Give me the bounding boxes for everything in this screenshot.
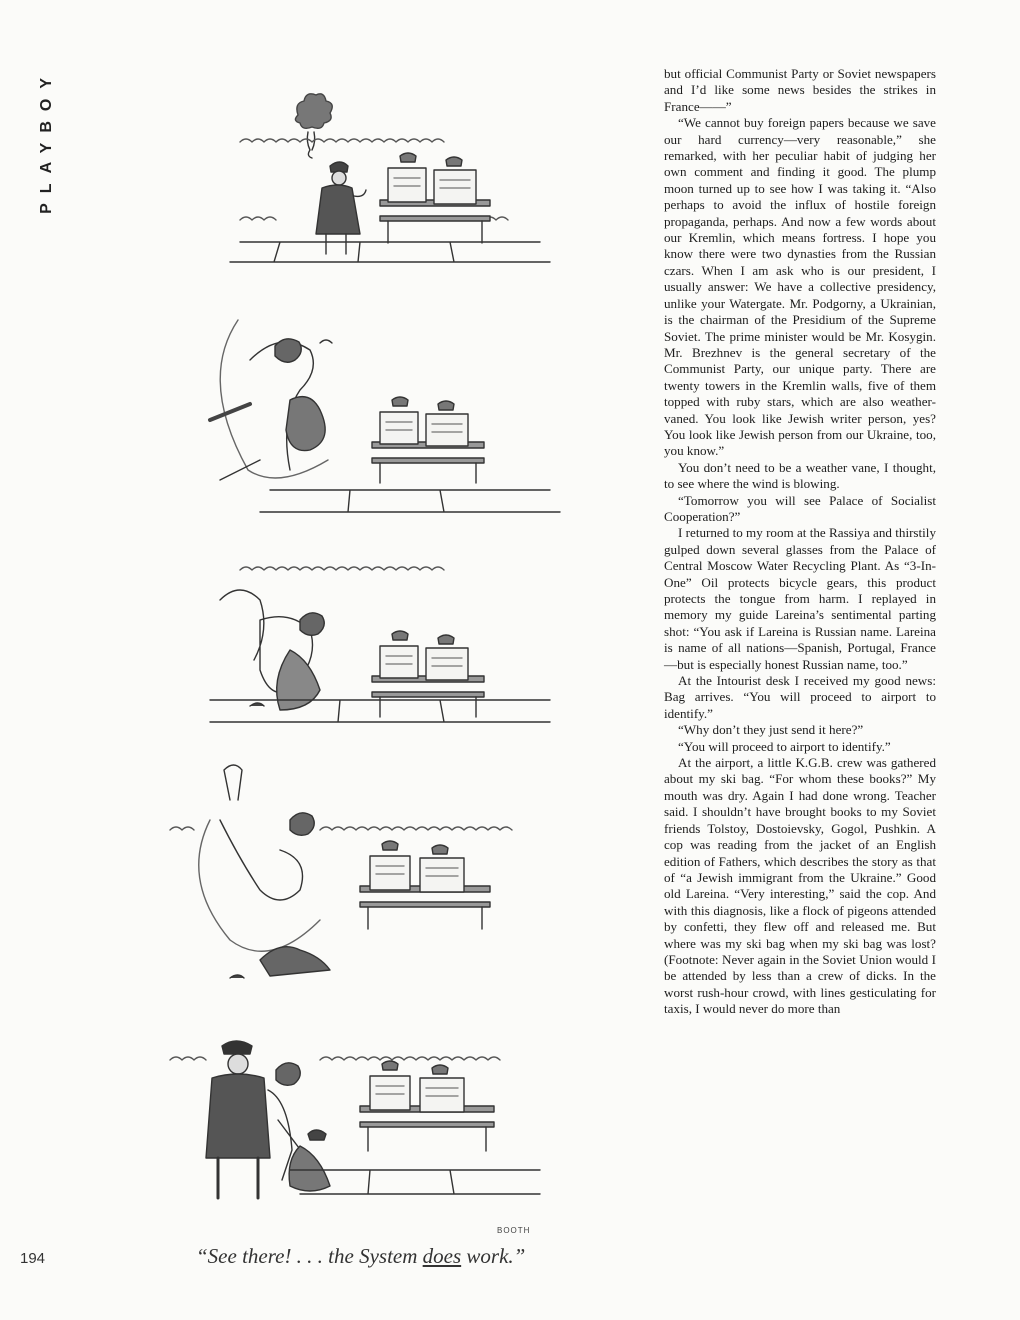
cartoon-strip bbox=[150, 60, 580, 1240]
caption-text-end: work.” bbox=[461, 1244, 526, 1268]
article-paragraph: “Tomorrow you will see Palace of Socialist Cooperation?” bbox=[664, 492, 936, 524]
article-paragraph: You don’t need to be a weather vane, I thought, to see where the wind is blowing. bbox=[664, 459, 936, 492]
page-number: 194 bbox=[20, 1250, 46, 1267]
caption-emphasis: does bbox=[422, 1244, 462, 1268]
caption-text-start: “See there! . . . the System bbox=[196, 1244, 423, 1268]
cartoon-panel-4 bbox=[170, 765, 512, 978]
cartoon-panel-5 bbox=[170, 1041, 540, 1198]
article-paragraph: “Why don’t they just send it here?” bbox=[678, 722, 864, 738]
article-paragraph: At the Intourist desk I received my good news: Bag arrives. “You will proceed to airport to identify.” bbox=[664, 673, 936, 721]
article-paragraph: but official Communist Party or Soviet newspapers and I’d like some news besides the strikes in France——” bbox=[664, 66, 936, 114]
article-paragraph: “We cannot buy foreign papers because we save our hard currency—very reasonable,” she remarked, with her peculiar habit of judging her own comment and finding it good. The plump moon turned up to see how I was taking it. “Also perhaps to avoid the influx of hostile foreign propaganda, perhaps. And now a few words about our Kremlin, which means fortress. I hope you know there were two dynasties from the Russian czars. When I am ask who is our president, I usually answer: We have a collective presidency, unlike your Watergate. Mr. Podgorny, a Ukrainian, is the chairman of the Presidium of the Supreme Soviet. The prime minister would be Mr. Kosygin. Mr. Brezhnev is the general secretary of the Communist Party, our unique party. There are twenty towers in the Kremlin walls, five of them topped with ruby stars, which are also weather-vaned. You look like Jewish writer person, yes? You look like Jewish person from our Ukraine, too, you know.” bbox=[664, 115, 936, 459]
cartoon-panel-1 bbox=[230, 94, 550, 262]
cartoon-caption bbox=[196, 1244, 596, 1269]
cartoonist-signature: BOOTH bbox=[497, 1226, 531, 1235]
cartoon-panel-2 bbox=[210, 320, 560, 512]
magazine-masthead bbox=[38, 68, 78, 218]
article-column bbox=[664, 66, 936, 1018]
article-paragraph: At the airport, a little K.G.B. crew was gathered about my ski bag. “For whom these books?” My mouth was dry. Again I had done wrong. Teacher said. I shouldn’t have brought books to my Soviet friends Tolstoy, Dostoievsky, Gogol, Pushkin. A cop was reading from the jacket of an English edition of Fathers, which describes the story as that of “a Jewish immigrant from the Ukraine.” Good old Lareina. “Very interesting,” said the cop. And with this diagnosis, like a flock of pigeons attended by confetti, they flew off and released me. But where was my ski bag when my ski bag was lost? (Footnote: Never again in the Soviet Union would I be attended by less than a crew of dicks. In the worst rush-hour crowd, with lines gesticulating for taxis, I would never do more than bbox=[664, 755, 936, 1017]
cartoon-illustration bbox=[150, 60, 580, 1240]
article-paragraph: “You will proceed to airport to identify.” bbox=[678, 738, 891, 754]
masthead-text: PLAYBOY bbox=[38, 68, 55, 214]
article-paragraph: I returned to my room at the Rassiya and thirstily gulped down several glasses from the Palace of Central Moscow Water Recycling Plant. As “3-In-One” Oil protects bicycle gears, this product protects the tongue from harm. I replayed in memory my guide Lareina’s sentimental parting shot: “You ask if Lareina is Russian name. Lareina is name of all nations—Spanish, Portugal, France—but is especially honest Russian name, too.” bbox=[664, 525, 936, 672]
cartoon-panel-3 bbox=[210, 567, 550, 722]
